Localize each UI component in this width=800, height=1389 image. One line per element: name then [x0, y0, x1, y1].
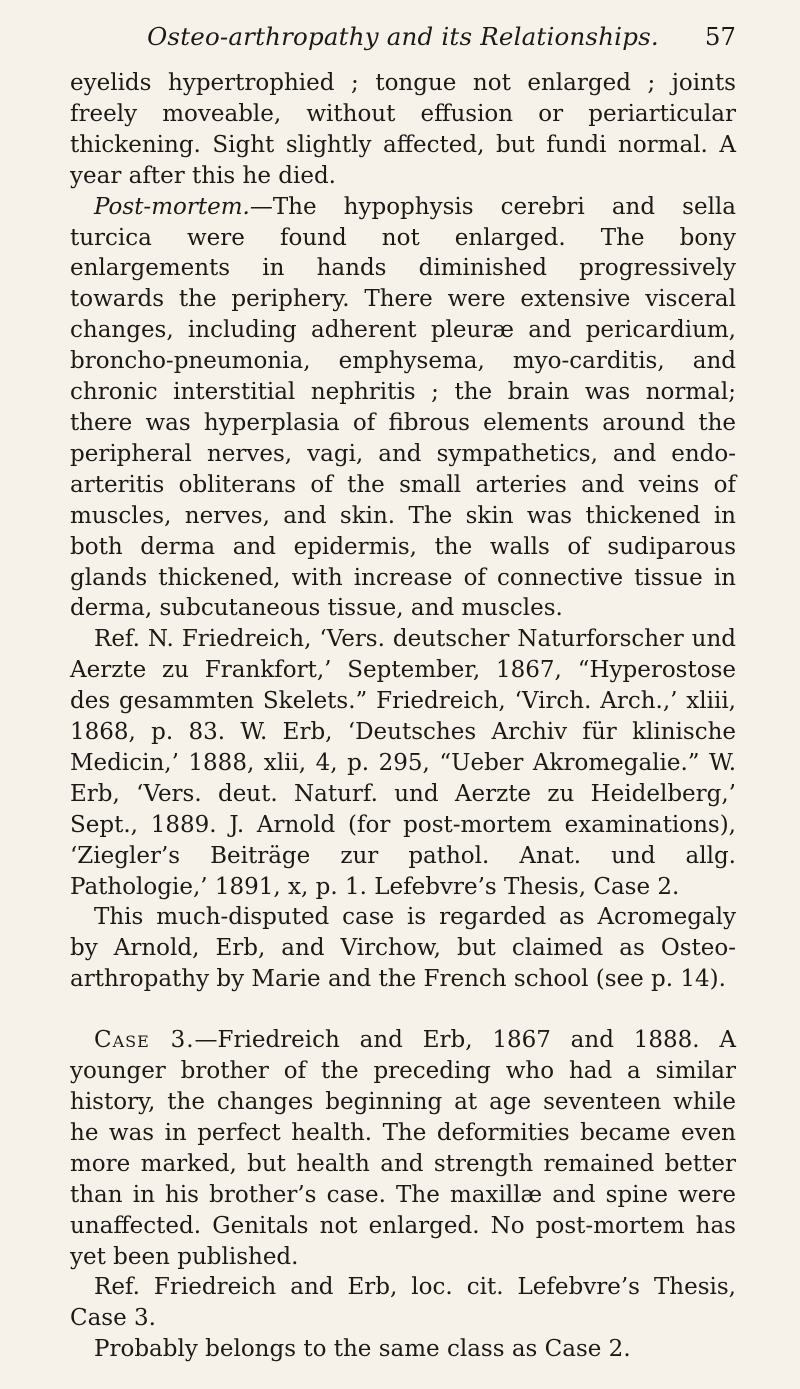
- running-header: [70, 10, 736, 68]
- paragraph-references-case-3: [70, 1272, 736, 1334]
- paragraph-continuation: [70, 68, 736, 192]
- paragraph-text: Ref. Friedreich and Erb, loc. cit. Lefebvre’s Thesis, Case 3.: [70, 1274, 736, 1332]
- case-heading: Case 3.: [94, 1027, 195, 1054]
- paragraph-case-3: [70, 1025, 736, 1272]
- paragraph-references-case-2: [70, 624, 736, 902]
- paragraph-text: This much-disputed case is regarded as Acromegaly by Arnold, Erb, and Virchow, but claimed as Osteo-arthropathy by Marie and the French school (see p. 14).: [70, 904, 736, 993]
- body-text: [70, 68, 736, 1365]
- paragraph-text: —Friedreich and Erb, 1867 and 1888. A younger brother of the preceding who had a similar history, the changes beginning at age seventeen while he was in perfect health. The deformities became even more marked, but health and strength remained better than in his brother’s case. The maxillæ and spine were unaffected. Genitals not enlarged. No post-mortem has yet been published.: [70, 1027, 736, 1270]
- page-number: 57: [704, 22, 736, 51]
- paragraph-text: —The hypophysis cerebri and sella turcica were found not enlarged. The bony enlargements in hands diminished progressively towards the periphery. There were extensive visceral changes, including adherent pleuræ and pericardium, broncho-pneumonia, emphysema, myo-carditis, and chronic interstitial nephritis ; the brain was normal; there was hyperplasia of fibrous elements around the peripheral nerves, vagi, and sympathetics, and endo-arteritis obliterans of the small arteries and veins of muscles, nerves, and skin. The skin was thickened in both derma and epidermis, the walls of sudiparous glands thickened, with increase of connective tissue in derma, subcutaneous tissue, and muscles.: [70, 193, 736, 622]
- paragraph-disputed-case: [70, 902, 736, 995]
- paragraph-text: eyelids hypertrophied ; tongue not enlarged ; joints freely moveable, without effusion or periarticular thickening. Sight slightly affected, but fundi normal. A year after this he died.: [70, 70, 736, 189]
- paragraph-text: Ref. N. Friedreich, ‘Vers. deutscher Naturforscher und Aerzte zu Frankfort,’ September, 1867, “Hyperostose des gesammten Skelets.” Friedreich, ‘Virch. Arch.,’ xliii, 1868, p. 83. W. Erb, ‘Deutsches Archiv für klinische Medicin,’ 1888, xlii, 4, p. 295, “Ueber Akromegalie.” W. Erb, ‘Vers. deut. Naturf. und Aerzte zu Heidelberg,’ Sept., 1889. J. Arnold (for post-mortem examinations), ‘Ziegler’s Beiträge zur pathol. Anat. und allg. Pathologie,’ 1891, x, p. 1. Lefebvre’s Thesis, Case 2.: [70, 626, 736, 900]
- paragraph-conclusion: [70, 1334, 736, 1365]
- paragraph-post-mortem: [70, 192, 736, 625]
- running-title: Osteo-arthropathy and its Relationships.: [147, 22, 659, 51]
- paragraph-text: Probably belongs to the same class as Case 2.: [94, 1336, 631, 1363]
- lead-in-post-mortem: Post-mortem.: [94, 193, 250, 220]
